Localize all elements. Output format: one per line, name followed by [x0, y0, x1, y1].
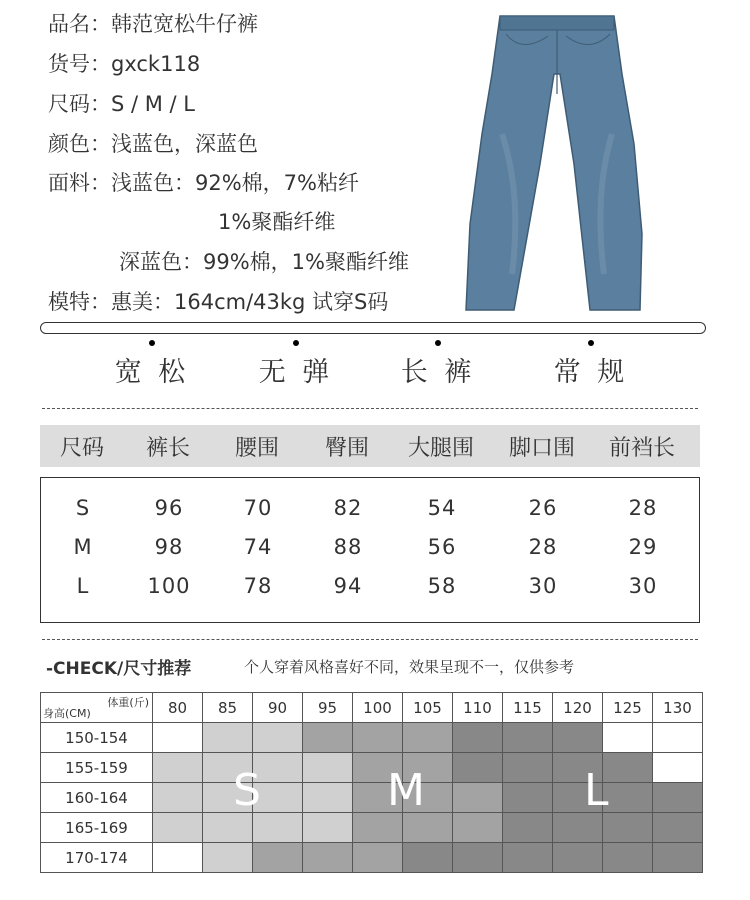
- attr-length: 长 裤: [378, 340, 498, 389]
- size-label-s: S: [233, 765, 261, 816]
- product-fabric: 面料：浅蓝色：92%棉，7%粘纤: [48, 171, 359, 195]
- weight-cell: 95: [303, 693, 353, 723]
- table-cell: 88: [333, 534, 363, 559]
- table-cell: 100: [147, 573, 191, 598]
- table-cell: 58: [427, 573, 457, 598]
- weight-cell: 80: [153, 693, 203, 723]
- size-header-cell: 臀围: [324, 435, 369, 461]
- shade-cell: [603, 723, 653, 753]
- shade-cell: [253, 813, 303, 843]
- size-header-cell: 脚口围: [508, 435, 575, 461]
- table-cell: 98: [154, 534, 184, 559]
- height-cell: 160-164: [41, 783, 153, 813]
- shade-cell: [553, 723, 603, 753]
- size-header-cell: 前裆长: [608, 435, 675, 461]
- product-colors: 颜色：浅蓝色，深蓝色: [48, 132, 258, 156]
- shade-cell: [253, 723, 303, 753]
- table-cell: 70: [243, 495, 273, 520]
- height-cell: 170-174: [41, 843, 153, 873]
- table-row: [41, 527, 699, 566]
- shade-cell: [453, 723, 503, 753]
- dashed-divider: [42, 408, 698, 409]
- table-corner: [41, 693, 153, 723]
- shade-cell: [353, 723, 403, 753]
- height-cell: 165-169: [41, 813, 153, 843]
- shade-cell: [453, 783, 503, 813]
- size-header-cell: 裤长: [145, 435, 190, 461]
- shade-cell: [603, 753, 653, 783]
- table-cell: 26: [528, 495, 558, 520]
- product-fabric-dark: 深蓝色：99%棉，1%聚酯纤维: [119, 250, 409, 274]
- height-axis-label: 身高(CM): [43, 707, 91, 720]
- size-header-cell: 腰围: [234, 435, 279, 461]
- table-cell: 78: [243, 573, 273, 598]
- shade-cell: [503, 753, 553, 783]
- shade-cell: [653, 783, 703, 813]
- shade-cell: [403, 813, 453, 843]
- shade-cell: [553, 813, 603, 843]
- table-cell: 54: [427, 495, 457, 520]
- size-label-m: M: [387, 765, 425, 816]
- weight-cell: 120: [553, 693, 603, 723]
- model-info: 模特：惠美：164cm/43kg 试穿S码: [48, 290, 389, 314]
- shade-cell: [653, 723, 703, 753]
- table-cell: 29: [628, 534, 658, 559]
- shade-cell: [153, 723, 203, 753]
- shade-cell: [203, 723, 253, 753]
- shade-cell: [153, 783, 203, 813]
- shade-cell: [503, 783, 553, 813]
- table-row: [41, 843, 703, 873]
- product-name: 品名：韩范宽松牛仔裤: [48, 12, 258, 36]
- table-cell: M: [73, 534, 93, 559]
- size-header-cell: 大腿围: [407, 435, 474, 461]
- shade-cell: [453, 813, 503, 843]
- table-row: [41, 723, 703, 753]
- size-label-l: L: [584, 765, 609, 816]
- weight-cell: 115: [503, 693, 553, 723]
- table-cell: 56: [427, 534, 457, 559]
- shade-cell: [353, 813, 403, 843]
- check-title: -CHECK/尺寸推荐: [46, 659, 192, 679]
- shade-cell: [453, 843, 503, 873]
- table-cell: 96: [154, 495, 184, 520]
- shade-cell: [503, 723, 553, 753]
- table-cell: 94: [333, 573, 363, 598]
- shade-cell: [653, 843, 703, 873]
- shade-cell: [653, 813, 703, 843]
- shade-cell: [653, 753, 703, 783]
- check-note: 个人穿着风格喜好不同，效果呈现不一，仅供参考: [244, 658, 575, 676]
- table-cell: S: [75, 495, 91, 520]
- shade-cell: [403, 723, 453, 753]
- attr-stretch: 无 弹: [236, 340, 356, 389]
- dashed-divider: [42, 639, 698, 640]
- weight-cell: 100: [353, 693, 403, 723]
- weight-axis-label: 体重(斤): [107, 696, 149, 709]
- shade-cell: [403, 843, 453, 873]
- height-cell: 155-159: [41, 753, 153, 783]
- weight-cell: 105: [403, 693, 453, 723]
- table-cell: 74: [243, 534, 273, 559]
- shade-cell: [603, 783, 653, 813]
- shade-cell: [203, 843, 253, 873]
- shade-cell: [303, 753, 353, 783]
- weight-cell: 85: [203, 693, 253, 723]
- weight-cell: 130: [653, 693, 703, 723]
- shade-cell: [303, 723, 353, 753]
- shade-cell: [153, 753, 203, 783]
- table-row: [41, 566, 699, 605]
- table-cell: 30: [528, 573, 558, 598]
- product-fabric-cont: 1%聚酯纤维: [218, 210, 336, 234]
- shade-cell: [303, 813, 353, 843]
- shade-cell: [153, 813, 203, 843]
- table-cell: 30: [628, 573, 658, 598]
- table-cell: 28: [528, 534, 558, 559]
- attr-fit: 宽 松: [92, 340, 212, 389]
- table-row: [41, 813, 703, 843]
- height-cell: 150-154: [41, 723, 153, 753]
- weight-header-row: [41, 693, 703, 723]
- size-header-cell: 尺码: [59, 435, 104, 461]
- shade-cell: [453, 753, 503, 783]
- weight-cell: 90: [253, 693, 303, 723]
- shade-cell: [303, 843, 353, 873]
- weight-cell: 125: [603, 693, 653, 723]
- product-code: 货号：gxck118: [48, 52, 201, 76]
- weight-cell: 110: [453, 693, 503, 723]
- rounded-divider: [40, 322, 706, 334]
- shade-cell: [153, 843, 203, 873]
- shade-cell: [203, 813, 253, 843]
- table-cell: 28: [628, 495, 658, 520]
- table-cell: L: [76, 573, 90, 598]
- shade-cell: [603, 813, 653, 843]
- product-sizes: 尺码：S / M / L: [48, 92, 195, 116]
- shade-cell: [353, 843, 403, 873]
- shade-cell: [603, 843, 653, 873]
- shade-cell: [253, 843, 303, 873]
- shade-cell: [503, 843, 553, 873]
- size-table-header: [40, 425, 700, 467]
- table-row: [41, 488, 699, 527]
- table-cell: 82: [333, 495, 363, 520]
- shade-cell: [303, 783, 353, 813]
- shade-cell: [503, 813, 553, 843]
- attr-style: 常 规: [531, 340, 651, 389]
- jeans-image: [462, 14, 652, 314]
- size-table-body: [40, 477, 700, 623]
- shade-cell: [553, 843, 603, 873]
